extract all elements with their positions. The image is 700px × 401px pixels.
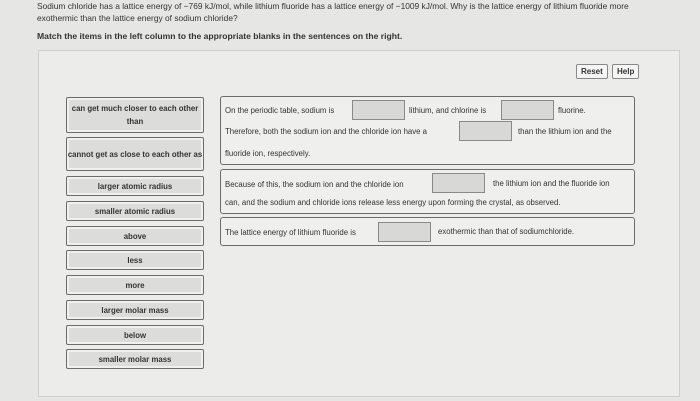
sentence-text: the lithium ion and the fluoride ion: [493, 179, 610, 188]
drop-blank[interactable]: [432, 173, 485, 193]
sentence-text: Because of this, the sodium ion and the chloride ion: [225, 180, 404, 189]
drag-item[interactable]: larger molar mass: [66, 300, 204, 320]
drag-item[interactable]: larger atomic radius: [66, 176, 204, 196]
help-button[interactable]: Help: [612, 64, 639, 79]
sentence-box-3: [220, 217, 635, 246]
sentence-text: than the lithium ion and the: [518, 127, 612, 136]
sentence-text: fluoride ion, respectively.: [225, 149, 311, 158]
drag-item[interactable]: more: [66, 275, 204, 295]
drop-blank[interactable]: [459, 121, 512, 141]
drag-item[interactable]: cannot get as close to each other as: [66, 137, 204, 171]
sentence-text: On the periodic table, sodium is: [225, 106, 335, 115]
reset-button[interactable]: Reset: [576, 64, 608, 79]
drag-item[interactable]: below: [66, 325, 204, 345]
drag-item[interactable]: smaller atomic radius: [66, 201, 204, 221]
drag-item[interactable]: less: [66, 250, 204, 270]
sentence-text: lithium, and chlorine is: [409, 106, 487, 115]
sentence-text: The lattice energy of lithium fluoride is: [225, 228, 356, 237]
question-text: [37, 0, 629, 24]
sentence-text: can, and the sodium and chloride ions release less energy upon forming the crystal, as observed.: [225, 198, 561, 207]
question-line-1: Sodium chloride has a lattice energy of −769 kJ/mol, while lithium fluoride has a lattice energy of −1009 kJ/mol. Why is the lattice energy of lithium fluoride more: [37, 1, 629, 11]
drop-blank[interactable]: [378, 222, 431, 242]
sentence-text: fluorine.: [558, 106, 586, 115]
instruction: Match the items in the left column to the appropriate blanks in the sentences on the right.: [37, 31, 403, 41]
sentence-text: exothermic than that of sodiumchloride.: [438, 227, 575, 236]
drag-item[interactable]: smaller molar mass: [66, 349, 204, 369]
sentence-text: Therefore, both the sodium ion and the chloride ion have a: [225, 127, 427, 136]
sentence-box-1: [220, 96, 635, 165]
drop-blank[interactable]: [352, 100, 405, 120]
drop-blank[interactable]: [501, 100, 554, 120]
sentence-box-2: [220, 169, 635, 214]
drag-item[interactable]: above: [66, 226, 204, 246]
drag-item[interactable]: can get much closer to each other than: [66, 97, 204, 133]
question-line-2: exothermic than the lattice energy of sodium chloride?: [37, 13, 238, 23]
